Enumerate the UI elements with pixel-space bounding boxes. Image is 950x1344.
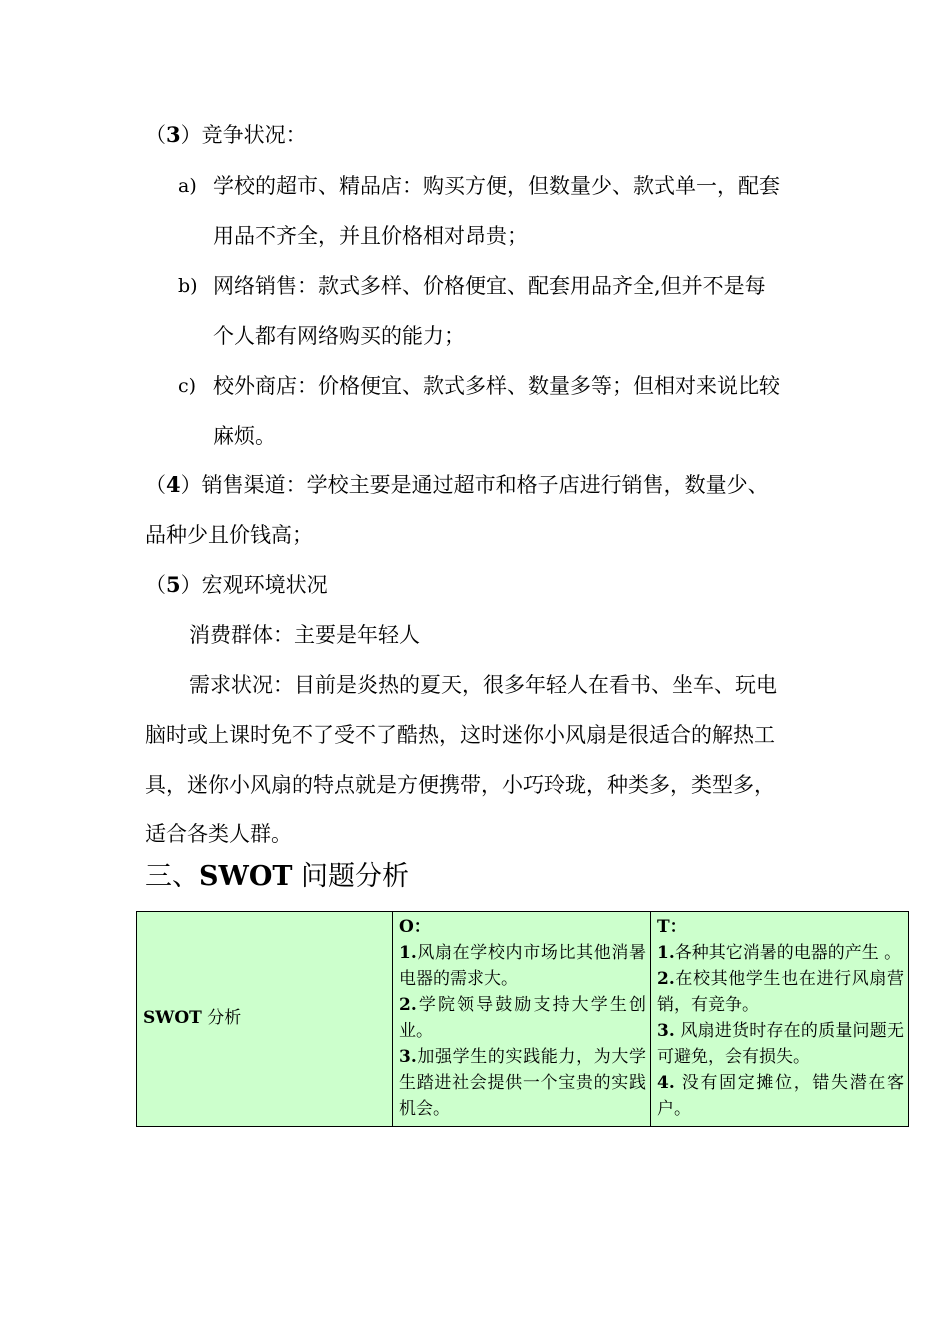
demand-text: 适合各类人群。	[145, 822, 292, 846]
list-item	[399, 940, 646, 992]
heading-number: 5	[166, 572, 181, 597]
item-number: 1.	[657, 943, 675, 963]
consumer-text: 消费群体：主要是年轻人	[189, 623, 420, 647]
item-number: 2.	[399, 995, 417, 1015]
list-item	[657, 1070, 904, 1122]
channels-paragraph: （4）销售渠道：学校主要是通过超市和格子店进行销售，数量少、	[145, 472, 769, 497]
demand-text: 脑时或上课时免不了受不了酷热，这时迷你小风扇是很适合的解热工	[145, 723, 775, 747]
section-prefix: 三、	[145, 861, 199, 892]
list-item	[657, 966, 904, 1018]
threats-cell	[651, 912, 909, 1127]
item-text: 加强学生的实践能力，为大学生踏进社会提供一个宝贵的实践机会。	[399, 1047, 646, 1119]
paragraph-text: 品种少且价钱高；	[145, 523, 313, 547]
item-number: 3.	[399, 1047, 417, 1067]
item-number: 2.	[657, 969, 675, 989]
item-text: 学院领导鼓励支持大学生创业。	[399, 995, 646, 1041]
section-bold: SWOT	[199, 861, 293, 892]
item-text: 在校其他学生也在进行风扇营销，有竞争。	[657, 969, 904, 1015]
list-item-text: 用品不齐全，并且价格相对昂贵；	[213, 224, 528, 248]
swot-label-cell	[137, 912, 393, 1127]
label-text: 分析	[201, 1008, 242, 1028]
label-bold: SWOT	[143, 1008, 202, 1028]
section-suffix: 问题分析	[292, 861, 410, 892]
list-marker: b)	[178, 275, 198, 297]
list-item-text: 网络销售：款式多样、价格便宜、配套用品齐全,但并不是每	[213, 274, 766, 298]
heading-number: 3	[166, 122, 181, 147]
item-number: 1.	[399, 943, 417, 963]
opportunities-cell	[393, 912, 651, 1127]
heading-number: 4	[166, 472, 181, 497]
macro-heading: （5）宏观环境状况	[145, 572, 328, 597]
table-row	[137, 912, 909, 1127]
list-item	[399, 992, 646, 1044]
paragraph-text: 销售渠道：学校主要是通过超市和格子店进行销售，数量少、	[201, 473, 769, 497]
item-text: 没有固定摊位，错失潜在客户。	[657, 1073, 904, 1119]
list-item-text: 学校的超市、精品店：购买方便，但数量少、款式单一，配套	[213, 174, 780, 198]
demand-text: 具，迷你小风扇的特点就是方便携带，小巧玲珑，种类多，类型多，	[145, 773, 775, 797]
heading-text: 竞争状况：	[201, 123, 307, 147]
list-item	[657, 940, 904, 966]
list-item-text: 个人都有网络购买的能力；	[213, 324, 465, 348]
item-text: 各种其它消暑的电器的产生 。	[674, 943, 902, 963]
list-item	[657, 1018, 904, 1070]
list-item-text: 麻烦。	[213, 424, 276, 448]
item-text: 风扇进货时存在的质量问题无可避免，会有损失。	[657, 1021, 904, 1067]
list-item-text: 校外商店：价格便宜、款式多样、数量多等；但相对来说比较	[213, 374, 780, 398]
list-marker: c)	[178, 375, 197, 397]
threats-header: T：	[657, 917, 687, 937]
item-number: 3.	[657, 1021, 675, 1041]
list-item	[399, 1044, 646, 1122]
demand-text: 需求状况：目前是炎热的夏天，很多年轻人在看书、坐车、玩电	[189, 673, 777, 697]
heading-text: 宏观环境状况	[201, 573, 328, 597]
competition-heading: （3）竞争状况：	[145, 122, 307, 147]
swot-table	[136, 911, 909, 1127]
list-marker: a)	[178, 175, 197, 197]
item-number: 4.	[657, 1073, 675, 1093]
item-text: 风扇在学校内市场比其他消暑电器的需求大。	[399, 943, 646, 989]
opportunities-header: O：	[399, 917, 431, 937]
section-title	[145, 859, 409, 895]
